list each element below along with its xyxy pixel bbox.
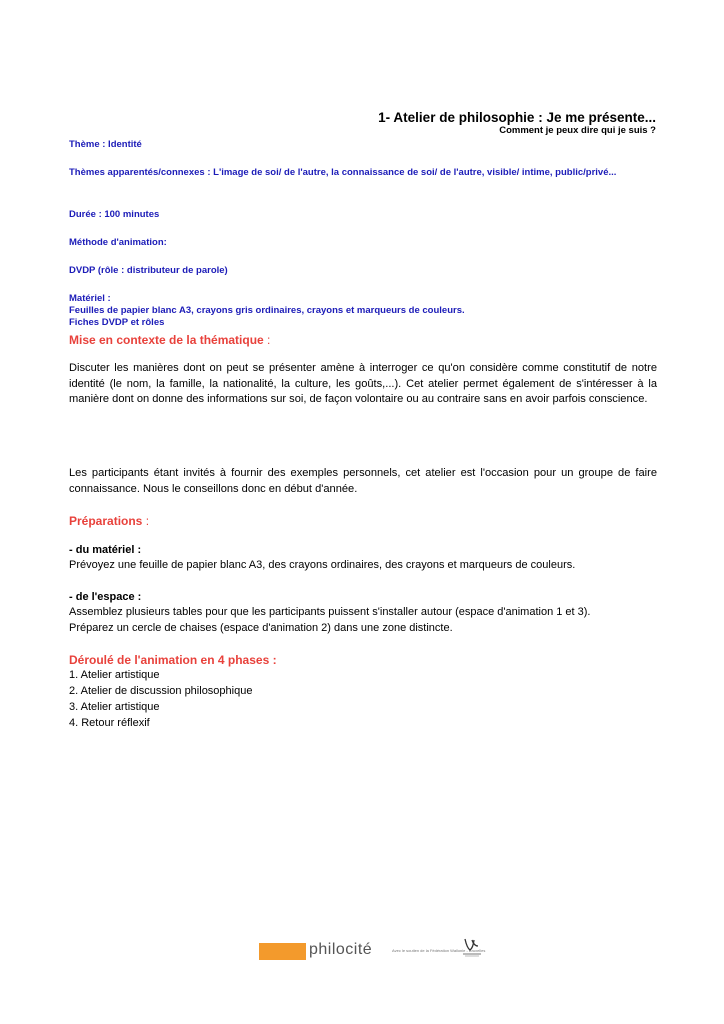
meta-themes-connexes: Thèmes apparentés/connexes : L'image de soi/ de l'autre, la connaissance de soi/ de l'autre, visible/ intime, public/privé... bbox=[69, 167, 617, 178]
preparations-espace-text-1: Assemblez plusieurs tables pour que les participants puissent s'installer autour (espace d'animation 1 et 3). bbox=[69, 606, 591, 618]
preparations-espace-text-2: Préparez un cercle de chaises (espace d'animation 2) dans une zone distincte. bbox=[69, 622, 453, 634]
meta-dvdp: DVDP (rôle : distributeur de parole) bbox=[69, 265, 228, 276]
footer-logo-philocite: philocité bbox=[309, 941, 373, 958]
meta-materiel-2: Fiches DVDP et rôles bbox=[69, 317, 165, 328]
preparations-materiel-heading: - du matériel : bbox=[69, 544, 142, 556]
federation-logo-icon bbox=[462, 936, 482, 958]
preparations-materiel-text: Prévoyez une feuille de papier blanc A3, des crayons ordinaires, des crayons et marqueurs de couleurs. bbox=[69, 559, 576, 571]
deroule-item: 3. Atelier artistique bbox=[69, 701, 160, 713]
meta-materiel-label: Matériel : bbox=[69, 293, 111, 304]
deroule-item: 1. Atelier artistique bbox=[69, 669, 160, 681]
deroule-item: 2. Atelier de discussion philosophique bbox=[69, 685, 253, 697]
meta-theme: Thème : Identité bbox=[69, 139, 142, 150]
contexte-paragraph-2: Les participants étant invités à fournir des exemples personnels, cet atelier est l'occasion pour un groupe de faire connaissance. Nous le conseillons donc en début d'année. bbox=[69, 467, 657, 495]
footer-orange-bar bbox=[259, 943, 306, 960]
meta-duree: Durée : 100 minutes bbox=[69, 209, 160, 220]
page-subtitle: Comment je peux dire qui je suis ? bbox=[499, 125, 656, 136]
contexte-paragraph-1: Discuter les manières dont on peut se présenter amène à interroger ce qu'on considère comme constitutif de notre identité (le nom, la famille, la nationalité, la culture, les goûts,...). Cet atelier permet également de s'intéresser à la manière dont on donne des informations sur soi, de façon volontaire ou au contraire sans en avoir parfois conscience. bbox=[69, 362, 657, 405]
deroule-item: 4. Retour réflexif bbox=[69, 717, 150, 729]
meta-methode: Méthode d'animation: bbox=[69, 237, 167, 248]
section-heading-preparations: Préparations : bbox=[69, 514, 150, 528]
section-heading-deroule: Déroulé de l'animation en 4 phases : bbox=[69, 653, 277, 667]
preparations-espace-heading: - de l'espace : bbox=[69, 591, 142, 603]
section-heading-contexte: Mise en contexte de la thématique : bbox=[69, 333, 271, 347]
meta-materiel-1: Feuilles de papier blanc A3, crayons gris ordinaires, crayons et marqueurs de couleurs. bbox=[69, 305, 465, 316]
page-title: 1- Atelier de philosophie : Je me présente... bbox=[378, 110, 656, 125]
footer-credit-text: Avec le soutien de la Fédération Wallonie - Bruxelles bbox=[392, 948, 486, 953]
